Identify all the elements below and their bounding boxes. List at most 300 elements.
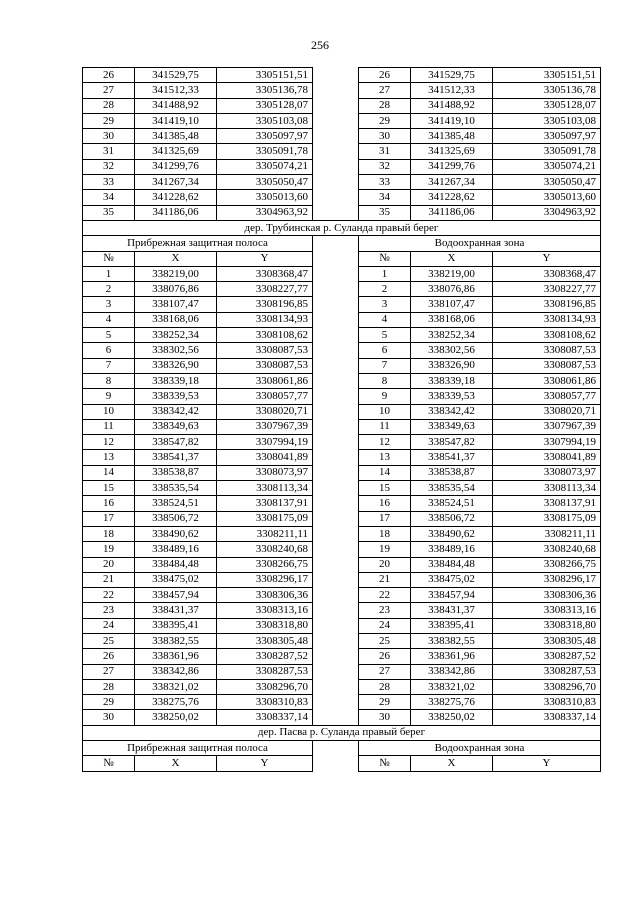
coord-y: 3305128,07 [493, 98, 601, 113]
coord-y: 3308287,53 [493, 664, 601, 679]
coord-x: 338326,90 [135, 358, 217, 373]
point-number: 14 [359, 465, 411, 480]
coordinates-table [82, 67, 601, 772]
coord-y: 3308041,89 [493, 450, 601, 465]
coord-x: 338252,34 [411, 328, 493, 343]
coord-x: 338076,86 [411, 282, 493, 297]
coord-y: 3308073,97 [493, 465, 601, 480]
point-number: 35 [359, 205, 411, 220]
point-number: 12 [83, 435, 135, 450]
point-number: 11 [83, 419, 135, 434]
coord-x: 338541,37 [135, 450, 217, 465]
coord-y: 3305050,47 [493, 175, 601, 190]
coord-y: 3308211,11 [217, 526, 313, 541]
point-number: 24 [83, 618, 135, 633]
coord-x: 338339,18 [135, 373, 217, 388]
coord-x: 338339,18 [411, 373, 493, 388]
table-row [83, 419, 601, 434]
page-number: 256 [311, 38, 329, 52]
table-row [83, 542, 601, 557]
coord-y: 3308057,77 [493, 389, 601, 404]
coord-y: 3305136,78 [493, 83, 601, 98]
point-number: 30 [83, 710, 135, 725]
coord-y: 3305097,97 [493, 129, 601, 144]
column-header-row [83, 756, 601, 771]
column-gap [313, 159, 359, 174]
coord-y: 3308113,34 [493, 481, 601, 496]
column-gap [313, 373, 359, 388]
coord-x: 338275,76 [135, 695, 217, 710]
coord-y: 3308061,86 [217, 373, 313, 388]
coord-x: 338250,02 [135, 710, 217, 725]
coord-y: 3308318,80 [217, 618, 313, 633]
point-number: 28 [359, 98, 411, 113]
coord-x: 338339,53 [135, 389, 217, 404]
point-number: 21 [359, 572, 411, 587]
coord-y: 3308296,17 [217, 572, 313, 587]
coord-y: 3308061,86 [493, 373, 601, 388]
column-gap [313, 83, 359, 98]
coord-y: 3305103,08 [217, 113, 313, 128]
column-gap [313, 679, 359, 694]
column-gap [313, 68, 359, 83]
coord-y: 3305013,60 [217, 190, 313, 205]
coord-x: 338382,55 [411, 633, 493, 648]
point-number: 27 [359, 664, 411, 679]
table-row [83, 435, 601, 450]
column-gap [313, 389, 359, 404]
table-row [83, 404, 601, 419]
table-row [83, 343, 601, 358]
coord-y: 3308087,53 [493, 358, 601, 373]
point-number: 10 [83, 404, 135, 419]
coord-y: 3308368,47 [493, 266, 601, 281]
coord-y: 3307967,39 [217, 419, 313, 434]
coord-y: 3305151,51 [217, 68, 313, 83]
table-row [83, 312, 601, 327]
coord-y: 3308368,47 [217, 266, 313, 281]
column-gap [313, 465, 359, 480]
coord-y: 3305091,78 [217, 144, 313, 159]
point-number: 15 [359, 481, 411, 496]
point-number: 32 [83, 159, 135, 174]
coord-x: 338342,86 [135, 664, 217, 679]
point-number: 13 [83, 450, 135, 465]
coord-x: 338321,02 [135, 679, 217, 694]
point-number: 8 [83, 373, 135, 388]
column-gap [313, 618, 359, 633]
table-row [83, 679, 601, 694]
coord-x: 338457,94 [135, 588, 217, 603]
table-row [83, 113, 601, 128]
table-row [83, 68, 601, 83]
column-header-y: Y [493, 756, 601, 771]
point-number: 33 [83, 175, 135, 190]
coord-x: 338076,86 [135, 282, 217, 297]
coord-x: 338538,87 [135, 465, 217, 480]
table-row [83, 618, 601, 633]
table-row [83, 159, 601, 174]
coord-y: 3308227,77 [493, 282, 601, 297]
coord-x: 338506,72 [135, 511, 217, 526]
coord-y: 3308175,09 [493, 511, 601, 526]
point-number: 20 [83, 557, 135, 572]
coord-y: 3308020,71 [217, 404, 313, 419]
table-row [83, 710, 601, 725]
column-gap [313, 496, 359, 511]
column-gap [313, 328, 359, 343]
coord-x: 338252,34 [135, 328, 217, 343]
coord-y: 3308240,68 [217, 542, 313, 557]
point-number: 25 [359, 633, 411, 648]
point-number: 8 [359, 373, 411, 388]
point-number: 6 [83, 343, 135, 358]
coord-x: 338219,00 [135, 266, 217, 281]
coord-x: 338107,47 [135, 297, 217, 312]
coord-x: 338535,54 [135, 481, 217, 496]
coord-x: 338547,82 [135, 435, 217, 450]
coastal-strip-header: Прибрежная защитная полоса [83, 741, 313, 756]
coord-x: 338475,02 [411, 572, 493, 587]
column-gap [313, 710, 359, 725]
coord-x: 338489,16 [411, 542, 493, 557]
coord-x: 338395,41 [411, 618, 493, 633]
point-number: 2 [83, 282, 135, 297]
coord-y: 3304963,92 [493, 205, 601, 220]
point-number: 23 [83, 603, 135, 618]
coord-x: 338489,16 [135, 542, 217, 557]
table-row [83, 465, 601, 480]
point-number: 27 [83, 664, 135, 679]
coord-x: 338361,96 [411, 649, 493, 664]
zone-header-row [83, 741, 601, 756]
water-zone-header: Водоохранная зона [359, 236, 601, 251]
coord-x: 338339,53 [411, 389, 493, 404]
coord-y: 3308287,52 [493, 649, 601, 664]
coord-x: 338538,87 [411, 465, 493, 480]
coord-x: 338535,54 [411, 481, 493, 496]
column-gap [313, 603, 359, 618]
coord-x: 341529,75 [135, 68, 217, 83]
coord-x: 341228,62 [411, 190, 493, 205]
coord-x: 338382,55 [135, 633, 217, 648]
section-title: дер. Трубинская р. Суланда правый берег [83, 220, 601, 235]
coord-y: 3308240,68 [493, 542, 601, 557]
table-row [83, 481, 601, 496]
table-row [83, 496, 601, 511]
column-gap [313, 526, 359, 541]
table-row [83, 649, 601, 664]
coord-x: 338524,51 [135, 496, 217, 511]
point-number: 3 [83, 297, 135, 312]
point-number: 4 [359, 312, 411, 327]
column-gap [313, 129, 359, 144]
point-number: 5 [359, 328, 411, 343]
coord-x: 341385,48 [411, 129, 493, 144]
point-number: 27 [359, 83, 411, 98]
coord-y: 3308227,77 [217, 282, 313, 297]
point-number: 14 [83, 465, 135, 480]
point-number: 29 [83, 695, 135, 710]
table-row [83, 358, 601, 373]
point-number: 30 [359, 710, 411, 725]
column-gap [313, 190, 359, 205]
coord-x: 341529,75 [411, 68, 493, 83]
coord-y: 3308057,77 [217, 389, 313, 404]
table-row [83, 389, 601, 404]
coord-y: 3308296,70 [493, 679, 601, 694]
column-gap [313, 404, 359, 419]
coord-x: 341419,10 [411, 113, 493, 128]
table-row [83, 695, 601, 710]
column-header-x: X [135, 756, 217, 771]
column-gap [313, 695, 359, 710]
coord-y: 3308310,83 [493, 695, 601, 710]
coord-y: 3308196,85 [217, 297, 313, 312]
coord-x: 338506,72 [411, 511, 493, 526]
coord-y: 3308305,48 [493, 633, 601, 648]
coord-y: 3307994,19 [493, 435, 601, 450]
coord-y: 3305097,97 [217, 129, 313, 144]
point-number: 33 [359, 175, 411, 190]
coord-y: 3308306,36 [493, 588, 601, 603]
point-number: 12 [359, 435, 411, 450]
coord-y: 3307994,19 [217, 435, 313, 450]
coord-x: 341325,69 [135, 144, 217, 159]
coord-y: 3308313,16 [217, 603, 313, 618]
coord-x: 338457,94 [411, 588, 493, 603]
coord-y: 3305151,51 [493, 68, 601, 83]
column-gap [313, 282, 359, 297]
coord-y: 3308296,70 [217, 679, 313, 694]
column-gap [313, 358, 359, 373]
column-gap [313, 633, 359, 648]
column-gap [313, 297, 359, 312]
point-number: 17 [83, 511, 135, 526]
table-row [83, 664, 601, 679]
point-number: 34 [83, 190, 135, 205]
coord-x: 341488,92 [411, 98, 493, 113]
point-number: 7 [83, 358, 135, 373]
table-row [83, 282, 601, 297]
coord-x: 338219,00 [411, 266, 493, 281]
column-gap [313, 144, 359, 159]
table-row [83, 144, 601, 159]
column-header-y: Y [217, 251, 313, 266]
table-row [83, 633, 601, 648]
coord-x: 338484,48 [411, 557, 493, 572]
coord-y: 3308337,14 [217, 710, 313, 725]
point-number: 4 [83, 312, 135, 327]
coord-y: 3308175,09 [217, 511, 313, 526]
coord-y: 3308306,36 [217, 588, 313, 603]
column-gap [313, 572, 359, 587]
point-number: 5 [83, 328, 135, 343]
column-header-num: № [83, 756, 135, 771]
column-header-num: № [359, 251, 411, 266]
table-row [83, 175, 601, 190]
coord-x: 338361,96 [135, 649, 217, 664]
column-gap [313, 649, 359, 664]
coord-x: 338342,42 [411, 404, 493, 419]
table-row [83, 205, 601, 220]
table-row [83, 328, 601, 343]
point-number: 1 [83, 266, 135, 281]
table-row [83, 557, 601, 572]
coord-x: 341267,34 [411, 175, 493, 190]
column-gap [313, 175, 359, 190]
point-number: 22 [83, 588, 135, 603]
column-gap [313, 481, 359, 496]
coord-y: 3308108,62 [217, 328, 313, 343]
zone-header-row [83, 236, 601, 251]
column-gap [313, 113, 359, 128]
coord-x: 338342,86 [411, 664, 493, 679]
coord-y: 3304963,92 [217, 205, 313, 220]
coord-x: 338349,63 [411, 419, 493, 434]
coord-y: 3308266,75 [217, 557, 313, 572]
coord-y: 3308296,17 [493, 572, 601, 587]
column-gap [313, 312, 359, 327]
point-number: 34 [359, 190, 411, 205]
coord-y: 3307967,39 [493, 419, 601, 434]
point-number: 26 [359, 68, 411, 83]
table-row [83, 190, 601, 205]
coord-y: 3308087,53 [493, 343, 601, 358]
coord-y: 3305128,07 [217, 98, 313, 113]
coord-x: 338547,82 [411, 435, 493, 450]
section-title-row [83, 725, 601, 740]
column-gap [313, 756, 359, 771]
coord-x: 341186,06 [411, 205, 493, 220]
point-number: 31 [359, 144, 411, 159]
point-number: 31 [83, 144, 135, 159]
point-number: 28 [83, 98, 135, 113]
coord-y: 3305136,78 [217, 83, 313, 98]
column-header-x: X [411, 251, 493, 266]
point-number: 21 [83, 572, 135, 587]
column-gap [313, 343, 359, 358]
point-number: 26 [83, 649, 135, 664]
coord-x: 338250,02 [411, 710, 493, 725]
point-number: 11 [359, 419, 411, 434]
coord-x: 338395,41 [135, 618, 217, 633]
coord-y: 3308134,93 [217, 312, 313, 327]
coord-x: 338107,47 [411, 297, 493, 312]
coord-x: 341267,34 [135, 175, 217, 190]
table-row [83, 98, 601, 113]
coord-x: 338541,37 [411, 450, 493, 465]
coord-y: 3308313,16 [493, 603, 601, 618]
column-gap [313, 557, 359, 572]
point-number: 18 [359, 526, 411, 541]
coord-y: 3308305,48 [217, 633, 313, 648]
coord-y: 3308113,34 [217, 481, 313, 496]
coord-x: 341299,76 [411, 159, 493, 174]
coord-x: 338342,42 [135, 404, 217, 419]
column-gap [313, 542, 359, 557]
coord-y: 3308318,80 [493, 618, 601, 633]
column-gap [313, 419, 359, 434]
table-row [83, 129, 601, 144]
point-number: 9 [359, 389, 411, 404]
point-number: 30 [359, 129, 411, 144]
coord-x: 338168,06 [411, 312, 493, 327]
coord-x: 341512,33 [135, 83, 217, 98]
table-row [83, 526, 601, 541]
table-row [83, 266, 601, 281]
coord-x: 338475,02 [135, 572, 217, 587]
coord-x: 338275,76 [411, 695, 493, 710]
point-number: 27 [83, 83, 135, 98]
point-number: 19 [359, 542, 411, 557]
point-number: 9 [83, 389, 135, 404]
coord-x: 341299,76 [135, 159, 217, 174]
column-header-num: № [83, 251, 135, 266]
coord-y: 3305013,60 [493, 190, 601, 205]
coord-x: 338431,37 [135, 603, 217, 618]
point-number: 2 [359, 282, 411, 297]
coord-x: 338431,37 [411, 603, 493, 618]
point-number: 17 [359, 511, 411, 526]
column-header-y: Y [217, 756, 313, 771]
column-header-row [83, 251, 601, 266]
point-number: 3 [359, 297, 411, 312]
point-number: 16 [359, 496, 411, 511]
point-number: 23 [359, 603, 411, 618]
point-number: 29 [359, 695, 411, 710]
coord-x: 341228,62 [135, 190, 217, 205]
column-gap [313, 251, 359, 266]
coord-x: 341325,69 [411, 144, 493, 159]
point-number: 30 [83, 129, 135, 144]
coord-x: 341512,33 [411, 83, 493, 98]
table-row [83, 373, 601, 388]
point-number: 29 [83, 113, 135, 128]
point-number: 29 [359, 113, 411, 128]
column-gap [313, 511, 359, 526]
coord-y: 3305074,21 [217, 159, 313, 174]
column-gap [313, 98, 359, 113]
coord-x: 338349,63 [135, 419, 217, 434]
point-number: 10 [359, 404, 411, 419]
coord-y: 3308196,85 [493, 297, 601, 312]
point-number: 6 [359, 343, 411, 358]
coord-y: 3308266,75 [493, 557, 601, 572]
coord-y: 3308287,53 [217, 664, 313, 679]
point-number: 15 [83, 481, 135, 496]
coord-y: 3308108,62 [493, 328, 601, 343]
column-header-num: № [359, 756, 411, 771]
section-title-row [83, 220, 601, 235]
coord-x: 338302,56 [135, 343, 217, 358]
table-row [83, 450, 601, 465]
table-row [83, 588, 601, 603]
coord-y: 3305074,21 [493, 159, 601, 174]
column-gap [313, 236, 359, 251]
coord-x: 338326,90 [411, 358, 493, 373]
coord-y: 3308337,14 [493, 710, 601, 725]
point-number: 35 [83, 205, 135, 220]
point-number: 7 [359, 358, 411, 373]
coord-y: 3308020,71 [493, 404, 601, 419]
coord-x: 338302,56 [411, 343, 493, 358]
table-row [83, 572, 601, 587]
coord-y: 3308134,93 [493, 312, 601, 327]
table-row [83, 511, 601, 526]
coord-x: 341488,92 [135, 98, 217, 113]
column-gap [313, 266, 359, 281]
